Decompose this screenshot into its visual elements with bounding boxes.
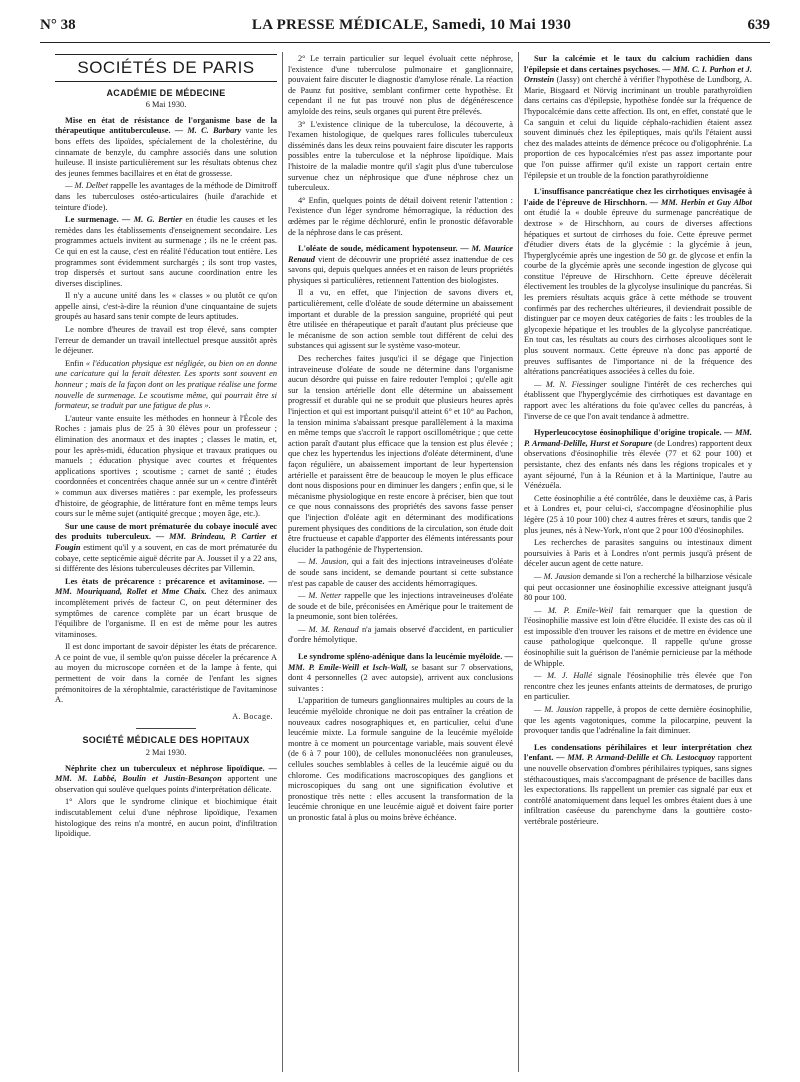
article-paragraph: Il n'y a aucune unité dans les « classes » ou plutôt ce qu'on appelle ainsi, c'est-à-dire la réunion d'une cinquantaine de sujets groupés au hasard sans tenir compte de leurs aptitudes. (55, 291, 277, 322)
meeting-date: 2 Mai 1930. (145, 748, 187, 758)
article-paragraph: Sur la calcémie et le taux du calcium rachidien dans l'épilepsie et dans certaines psychoses. — MM. C. I. Parhon et J. Ornstein (Jassy) ont cherché à vérifier l'hypothèse de Lundborg, A. Marie, Bisgaard et Nörvig incriminant un trouble parathyroïdien dans certains cas d'épilepsie, hypothèse fondée sur la fréquence de l'hypocalcémie dans cette affection. Ils ont, en effet, constaté que le Ca sanguin et celui du liquide céphalo-rachidien étaient assez souvent diminués chez les épileptiques, mais qu'ils l'étaient aussi chez des malades atteints de démence précoce ou d'oligophrénie. La proportion de ces hypocalcémies n'est pas assez importante pour que l'on puisse affirmer qu'il existe un rapport certain entre l'épilepsie et un trouble de la fonction parathyroïdienne (524, 54, 752, 180)
article-paragraph: Enfin « l'éducation physique est négligée, ou bien on en donne une caricature qui la ferait détester. Les sports sont souvent en honneur ; mais de la façon dont on les pratique réalise une forme nouvelle de surmenage. Le scoutisme même, qui pourrait être si formateur, se traduit par une fatigue de plus ». (55, 358, 277, 411)
article-paragraph: Le surmenage. — M. G. Bertier en étudie les causes et les remèdes dans les établissements d'enseignement secondaire. Les programmes actuels invitent au surmenage ; ils ne le créent pas. Ce qui en est la cause, c'est en réalité l'éducation tout entière. Les programmes sont évidemment surchargés ; ils sont trop vastes, trop dispersés et surtout sans aucune coordination entre les diverses disciplines. (55, 215, 277, 288)
column-divider (282, 52, 283, 1072)
meeting-date: 6 Mai 1930. (145, 100, 187, 110)
column-3 (524, 54, 752, 830)
signature: A. Bocage. (232, 711, 273, 721)
article-paragraph: — M. M. Renaud n'a jamais observé d'accident, en particulier d'ordre hémolytique. (288, 624, 513, 645)
masthead (40, 17, 770, 41)
article-paragraph: L'auteur vante ensuite les méthodes en honneur à l'École des Roches : jamais plus de 25 à 30 élèves pour un professeur ; élimination des anormaux et des inaptes ; classes le matin, et, pour les après-midi, éducation physique et travaux pratiques ou manuels ; éducation physique avec courtes et fréquentes applications sportives ; scoutisme ; carnet de santé ; études coordonnées et concentrées chaque année sur un « centre d'intérêt » commun aux diverses matières : par exemple, les professeurs d'histoire, de géographie, de littérature font en même temps leurs cours sur le même sujet (antiquité grecque ; moyen âge, etc.). (55, 413, 277, 519)
column-2 (288, 54, 513, 826)
article-paragraph: Les recherches de parasites sanguins ou intestinaux diment poursuivies à Paris et à Londres n'ont permis jusqu'à présent de déceler aucun agent de cette nature. (524, 538, 752, 569)
journal-title: LA PRESSE MÉDICALE, Samedi, 10 Mai 1930 (251, 17, 572, 33)
column-divider (518, 52, 519, 1072)
article-paragraph: Hyperleucocytose éosinophilique d'origine tropicale. — MM. P. Armand-Delille, Hurst et Sorapure (de Londres) rapportent deux observations d'éosinophilie très élevée (77 et 62 pour 100) et persistante, chez des enfants nés dans les régions tropicales et y ayant séjourné, l'un à la Réunion et à la Martinique, l'autre au Vénézuéla. (524, 428, 752, 491)
society-title: SOCIÉTÉ MÉDICALE DES HOPITAUX (82, 735, 250, 746)
article-paragraph: — M. J. Hallé signale l'éosinophilie très élevée que l'on rencontre chez les jeunes enfants atteints de dermatoses, de prurigo en particulier. (524, 671, 752, 702)
article-paragraph: Les condensations périhilaires et leur interprétation chez l'enfant. — MM. P. Armand-Delille et Ch. Lestocquoy rapportent une nouvelle observation d'ombres périhilaires typiques, sans signes stéthacoustiques, mais s'accompagnant de présence de bacilles dans les expectorations. Ils rappellent un premier cas signalé par eux et contrôlé anatomiquement dans lequel les ombres étaient dues à une infiltration caséeuse du parenchyme dans la gouttière costo-vertébrale postérieure. (524, 742, 752, 826)
article-paragraph: 3° L'existence clinique de la tuberculose, la découverte, à l'examen histologique, de quelques rares follicules tuberculeux disséminés dans les deux reins pouvaient faire discuter les rapports possibles entre la tuberculose et la néphrose lipoïdique. Mais l'histoire de la maladie montre qu'il s'agit plus d'une tuberculose survenue chez un néphrosique que d'une néphrose chez un tuberculeux. (288, 119, 513, 193)
article-paragraph: L'insuffisance pancréatique chez les cirrhotiques envisagée à l'aide de l'épreuve de Hirschhorn. — MM. Herbin et Guy Albot ont étudié la « double épreuve du surmenage pancréatique de dextrose » de Hirschhorn, au cours de diverses affections hépatiques et surtout de cirrhoses du foie. Cette épreuve permet d'étudier divers états de la glycémie : la glycémie à jeun, l'hyperglycémie après une ingestion de 50 gr. de glycose et enfin la courbe de la glycémie après une seconde ingestion de glycose qui constitue l'épreuve de Hirschhorn. Cette épreuve décèlerait électivement les troubles de la glycolyse insulinique du pancréas. Si les premiers résultats acquis grâce à cette méthode se trouvent confirmés par des recherches ultérieures, il deviendrait possible de distinguer par ce moyen deux catégories de faits : les troubles de la glycopexie hépatique et les troubles de la glycolyse pancréatique. En tout cas, les résultats au cours des cirrhoses alcooliques sont le plus souvent normaux. Cette épreuve n'a donc pas apporté de preuves suffisantes de l'importance ni de la fréquence des altérations pancréatiques associées à celles du foie. (524, 187, 752, 377)
article-paragraph: — M. Jausion demande si l'on a recherché la bilharziose vésicale qui peut occasionner une éosinophilie excessive atteignant jusqu'à 80 pour 100. (524, 571, 752, 603)
article-paragraph: Il a vu, en effet, que l'injection de savons divers et, particulièrement, celle d'oléate de soude détermine un abaissement important et durable de la pression sanguine, propriété qui peut être utilisée en thérapeutique et paraît d'autant plus précieuse que le mécanisme de son action semble tout différent de celui des substances qui agissent sur le système vaso-moteur. (288, 288, 513, 351)
article-paragraph: 4° Enfin, quelques points de détail doivent retenir l'attention : l'existence d'un léger syndrome hémorragique, la réduction des œdèmes par le régime déchloruré, enfin le pronostic défavorable de la néphrose dans le cas présent. (288, 195, 513, 237)
column-1 (55, 54, 277, 842)
article-paragraph: Le syndrome spléno-adénique dans la leucémie myéloïde. — MM. P. Emile-Weill et Isch-Wall, se basant sur 7 observations, dont 4 personnelles (2 avec autopsie), arrivent aux conclusions suivantes : (288, 652, 514, 693)
article-paragraph: Mise en état de résistance de l'organisme base de la thérapeutique antituberculeuse. — M. C. Barbary vante les bons effets des lipoïdes, spécialement de la cholestérine, du cinnamate de benzyle, du camphre associés dans une solution huileuse. Il insiste particulièrement sur les résultats obtenus chez des jeunes femmes bacillaires et en état de grossesse. (55, 115, 278, 178)
header-rule (40, 42, 770, 43)
article-paragraph: L'oléate de soude, médicament hypotenseur. — M. Maurice Renaud vient de découvrir une propriété assez inattendue de ces savons qui, depuis quelques années et en raison de leurs propriétés physiques si particulières, retiennent l'attention des biologistes. (288, 244, 514, 285)
article-paragraph: L'apparition de tumeurs ganglionnaires multiples au cours de la leucémie myéloïde chronique ne doit pas entraîner la création de nouveaux cadres nosographiques et, en particulier, celui d'une leucémie mixte. La formule sanguine de la leucémie myéloïde montre à ce moment un pourcentage variable, mais souvent élevé (de 6 à 7 pour 100), de cellules mononucléées non granuleuses, cellules souches semblables à celles de la leucémie aiguë ou du chlorome. Ces modifications macroscopiques des ganglions et microscopiques du sang ont une signification évolutive et pronostique très nette : elles accusent la transformation de la leucémie chronique en une leucémie aiguë et doivent faire porter un pronostic fatal à plus ou moins brève échéance. (288, 696, 513, 822)
article-paragraph: Le nombre d'heures de travail est trop élevé, sans compter l'erreur de demander un travail intellectuel presque aussitôt après le déjeuner. (55, 325, 277, 356)
section-rule (136, 728, 196, 729)
article-paragraph: Sur une cause de mort prématurée du cobaye inoculé avec des produits tuberculeux. — MM. Brindeau, P. Cartier et Fougin estiment qu'il y a souvent, en cas de mort prématurée du cobaye, cette septicémie aiguë décrite par A. Jousset il y a 22 ans, si différente des lésions tuberculeuses décrites par Villemin. (55, 521, 277, 574)
article-paragraph: Cette éosinophilie a été contrôlée, dans le deuxième cas, à Paris et à Londres et, pour celui-ci, s'accompagne d'éosinophilie plus légère (25 à 10 pour 100) chez 4 autres frères et sœurs, tandis que 2 plus jeunes, nés à New-York, n'ont que 2 pour 100 d'éosinophiles. (524, 493, 752, 535)
article-paragraph: — M. Jausion, qui a fait des injections intraveineuses d'oléate de soude sans incident, se demande pourtant si cette substance n'est pas capable de causer des accidents hémorragiques. (288, 557, 513, 588)
article-paragraph: — M. N. Fiessinger souligne l'intérêt de ces recherches qui établissent que l'hyperglycémie des cirrhotiques est davantage en rapport avec les altérations du foie qu'avec celles du pancréas, à l'inverse de ce que l'on avait tendance à admettre. (524, 379, 753, 421)
article-paragraph: Des recherches faites jusqu'ici il se dégage que l'injection intraveineuse d'oléate de soude ne détermine dans l'organisme aucun désordre qui puisse en faire redouter l'emploi ; qu'elle agit sur la tension artérielle dont elle détermine un abaissement progressif et durable qui ne se produit que plusieurs heures après l'injection et qui est important puisqu'il atteint 6° et 10° au Pachon, la tension minima s'abaissant presque parallèlement à la maxima en même temps que s'accroît le rapport oscillométrique ; que cette action paraît d'autant plus efficace que la tension est plus élevée ; que chez les hypertendus les injections d'oléate déterminent, d'une façon régulière, un abaissement important de leur hypertension artérielle et paraissent être de beaucoup le moyen le plus efficace dont nous disposions pour en diminuer les dangers ; enfin que, si le mécanisme physiologique en reste encore à préciser, bien que tout ce que nous connaissons des propriétés des savons fasse penser que l'injection d'oléate agit en déterminant des modifications purement physiques des conditions de la circulation, son étude doit être fructueuse et capable d'apporter des éléments intéressants pour élucider la pathogénie de l'hypertension. (288, 354, 513, 554)
article-paragraph: Il est donc important de savoir dépister les états de précarence. A ce point de vue, il semble qu'on puisse déceler la précarence A au moyen du microscope cornéen et de la lampe à fente, qui permettent de voir dans la cornée de l'enfant les signes prémonitoires de la xérophtalmie, caractéristique de l'avitaminose A. (55, 642, 277, 705)
article-paragraph: Les états de précarence : précarence et avitaminose. — MM. Mouriquand, Rollet et Mme Chaix. Chez des animaux incomplètement privés de facteur C, on peut déterminer des symptômes de carence complète par un écart brusque de l'équilibre de l'organisme. Il en est de même pour les autres vitaminoses. (55, 576, 277, 639)
article-paragraph: — M. Netter rappelle que les injections intraveineuses d'oléate de soude et de bile, préconisées en Amérique pour le traitement de la pneumonie, sont bien tolérées. (288, 591, 513, 622)
article-paragraph: 2° Le terrain particulier sur lequel évoluait cette néphrose, l'existence d'une tuberculose pulmonaire et ganglionnaire, pouvaient faire discuter le diagnostic d'amylose rénale. La réaction de Paunz fut positive, semblant confirmer cette hypothèse. Et cependant il ne fut pas trouvé non plus de dégénérescence amyloïde des reins, seuls organes qui purent être prélevés. (288, 54, 513, 116)
article-paragraph: — M. Jausion rappelle, à propos de cette dernière éosinophilie, que les agents vagotoniques, comme la pilocarpine, peuvent la provoquer tandis que l'adrénaline la fait diminuer. (524, 705, 752, 736)
article-paragraph: — M. Delbet rappelle les avantages de la méthode de Dimitroff dans les tuberculoses ostéo-articulaires (huile d'arachide et teinture d'iode). (55, 181, 277, 212)
section-title: SOCIÉTÉS DE PARIS (55, 54, 277, 82)
article-paragraph: — M. P. Emile-Weil fait remarquer que la question de l'éosinophilie massive est loin d'être élucidée. Il existe des cas où il est impossible d'en trouver les raisons et de mettre en évidence une cause pathologique quelconque. Il rappelle qu'une grosse éosinophilie suit la guérison de l'anémie pernicieuse par la méthode de Whipple. (524, 605, 752, 668)
issue-number: N° 38 (40, 17, 76, 33)
page-number: 639 (747, 17, 770, 33)
article-paragraph: 1° Alors que le syndrome clinique et biochimique était indiscutablement celui d'une néphrose lipoïdique, l'examen histologique des reins n'a montré, en aucun point, d'infiltration lipoïdique. (55, 797, 277, 839)
article-paragraph: Néphrite chez un tuberculeux et néphrose lipoïdique. — MM. M. Labbé, Boulin et Justin-Besançon apportent une observation qui soulève quelques points d'interprétation délicate. (55, 763, 277, 794)
society-title: ACADÉMIE DE MÉDECINE (106, 87, 226, 98)
